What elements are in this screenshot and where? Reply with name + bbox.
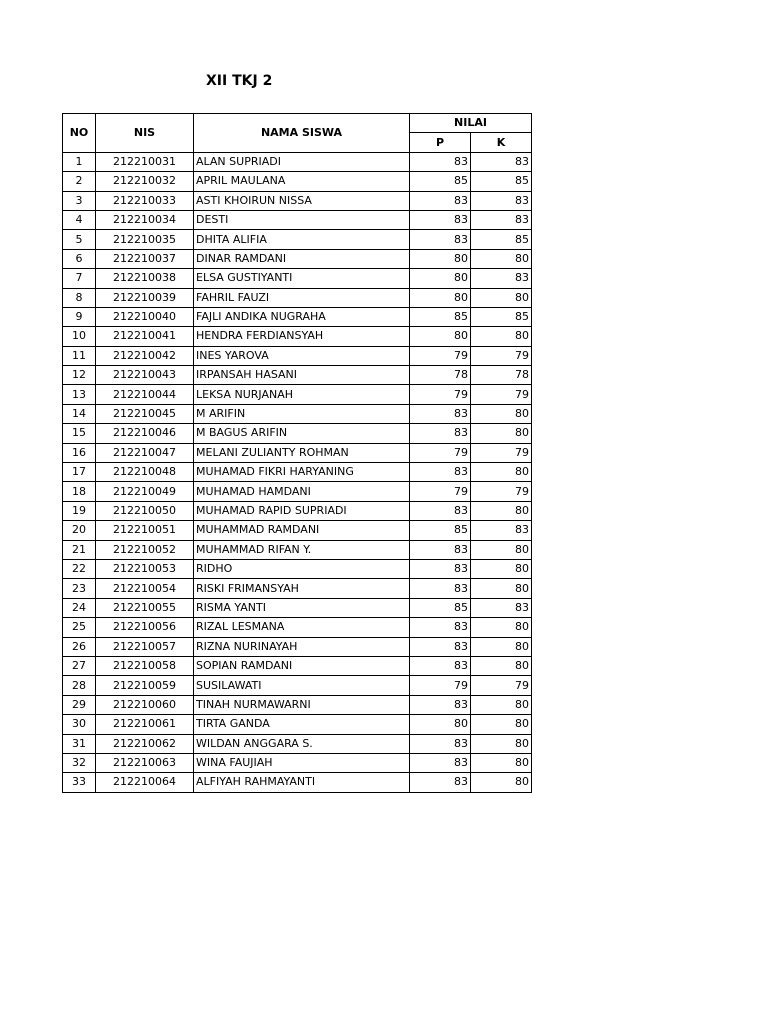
cell-k: 85 <box>471 230 532 249</box>
cell-nis: 212210052 <box>96 540 194 559</box>
cell-p: 83 <box>410 773 471 792</box>
cell-nis: 212210031 <box>96 152 194 171</box>
cell-no: 9 <box>63 307 96 326</box>
cell-k: 80 <box>471 249 532 268</box>
cell-p: 80 <box>410 715 471 734</box>
cell-name: ELSA GUSTIYANTI <box>194 269 410 288</box>
table-body <box>63 152 532 792</box>
cell-k: 80 <box>471 656 532 675</box>
cell-nis: 212210045 <box>96 404 194 423</box>
cell-no: 1 <box>63 152 96 171</box>
cell-k: 80 <box>471 773 532 792</box>
table-row <box>63 695 532 714</box>
cell-k: 80 <box>471 559 532 578</box>
cell-nis: 212210033 <box>96 191 194 210</box>
cell-name: WILDAN ANGGARA S. <box>194 734 410 753</box>
cell-nis: 212210060 <box>96 695 194 714</box>
table-row <box>63 366 532 385</box>
cell-name: RIZNA NURINAYAH <box>194 637 410 656</box>
cell-name: ALFIYAH RAHMAYANTI <box>194 773 410 792</box>
cell-p: 83 <box>410 424 471 443</box>
cell-p: 79 <box>410 346 471 365</box>
table-row <box>63 152 532 171</box>
cell-k: 80 <box>471 327 532 346</box>
cell-name: DINAR RAMDANI <box>194 249 410 268</box>
cell-nis: 212210043 <box>96 366 194 385</box>
cell-nis: 212210039 <box>96 288 194 307</box>
cell-name: TIRTA GANDA <box>194 715 410 734</box>
cell-name: IRPANSAH HASANI <box>194 366 410 385</box>
cell-no: 6 <box>63 249 96 268</box>
cell-name: RIDHO <box>194 559 410 578</box>
cell-nis: 212210047 <box>96 443 194 462</box>
table-row <box>63 404 532 423</box>
cell-no: 29 <box>63 695 96 714</box>
cell-name: M ARIFIN <box>194 404 410 423</box>
cell-nis: 212210046 <box>96 424 194 443</box>
table-row <box>63 521 532 540</box>
cell-no: 27 <box>63 656 96 675</box>
cell-p: 83 <box>410 695 471 714</box>
cell-name: INES YAROVA <box>194 346 410 365</box>
cell-p: 83 <box>410 540 471 559</box>
cell-p: 83 <box>410 501 471 520</box>
cell-p: 85 <box>410 598 471 617</box>
cell-nis: 212210050 <box>96 501 194 520</box>
cell-nis: 212210041 <box>96 327 194 346</box>
cell-k: 80 <box>471 637 532 656</box>
cell-name: MUHAMAD FIKRI HARYANING <box>194 463 410 482</box>
cell-p: 83 <box>410 656 471 675</box>
cell-name: SOPIAN RAMDANI <box>194 656 410 675</box>
cell-name: MUHAMAD HAMDANI <box>194 482 410 501</box>
cell-p: 83 <box>410 152 471 171</box>
cell-name: MUHAMMAD RAMDANI <box>194 521 410 540</box>
table-row <box>63 501 532 520</box>
cell-nis: 212210049 <box>96 482 194 501</box>
cell-nis: 212210035 <box>96 230 194 249</box>
cell-k: 80 <box>471 579 532 598</box>
cell-p: 85 <box>410 172 471 191</box>
cell-name: FAHRIL FAUZI <box>194 288 410 307</box>
cell-p: 79 <box>410 676 471 695</box>
table-row <box>63 424 532 443</box>
table-header <box>63 114 532 153</box>
cell-nis: 212210061 <box>96 715 194 734</box>
cell-k: 85 <box>471 307 532 326</box>
cell-k: 80 <box>471 288 532 307</box>
table-row <box>63 559 532 578</box>
cell-k: 79 <box>471 385 532 404</box>
cell-nis: 212210034 <box>96 210 194 229</box>
cell-k: 80 <box>471 695 532 714</box>
cell-no: 23 <box>63 579 96 598</box>
cell-nis: 212210057 <box>96 637 194 656</box>
cell-no: 14 <box>63 404 96 423</box>
cell-nis: 212210044 <box>96 385 194 404</box>
cell-p: 80 <box>410 288 471 307</box>
cell-name: RISKI FRIMANSYAH <box>194 579 410 598</box>
table-row <box>63 463 532 482</box>
table-row <box>63 753 532 772</box>
table-row <box>63 773 532 792</box>
table-row <box>63 598 532 617</box>
cell-name: MUHAMAD RAPID SUPRIADI <box>194 501 410 520</box>
table-row <box>63 172 532 191</box>
table-row <box>63 482 532 501</box>
cell-no: 3 <box>63 191 96 210</box>
cell-p: 83 <box>410 230 471 249</box>
cell-k: 80 <box>471 540 532 559</box>
cell-k: 80 <box>471 618 532 637</box>
cell-name: LEKSA NURJANAH <box>194 385 410 404</box>
cell-k: 80 <box>471 424 532 443</box>
cell-name: TINAH NURMAWARNI <box>194 695 410 714</box>
cell-k: 80 <box>471 734 532 753</box>
grades-table <box>62 113 532 793</box>
cell-no: 19 <box>63 501 96 520</box>
cell-k: 85 <box>471 172 532 191</box>
page-title: XII TKJ 2 <box>206 73 273 89</box>
cell-no: 25 <box>63 618 96 637</box>
table-row <box>63 443 532 462</box>
cell-k: 78 <box>471 366 532 385</box>
cell-k: 80 <box>471 463 532 482</box>
cell-p: 79 <box>410 482 471 501</box>
cell-k: 80 <box>471 501 532 520</box>
cell-p: 83 <box>410 637 471 656</box>
cell-no: 2 <box>63 172 96 191</box>
cell-k: 80 <box>471 753 532 772</box>
cell-no: 31 <box>63 734 96 753</box>
cell-k: 83 <box>471 210 532 229</box>
cell-no: 8 <box>63 288 96 307</box>
cell-no: 21 <box>63 540 96 559</box>
cell-nis: 212210032 <box>96 172 194 191</box>
cell-name: WINA FAUJIAH <box>194 753 410 772</box>
cell-no: 20 <box>63 521 96 540</box>
column-header-k: K <box>471 133 532 152</box>
cell-p: 83 <box>410 579 471 598</box>
cell-p: 85 <box>410 307 471 326</box>
table-row <box>63 230 532 249</box>
cell-name: FAJLI ANDIKA NUGRAHA <box>194 307 410 326</box>
cell-p: 83 <box>410 753 471 772</box>
column-header-name: NAMA SISWA <box>194 114 410 153</box>
cell-nis: 212210054 <box>96 579 194 598</box>
cell-no: 16 <box>63 443 96 462</box>
cell-k: 83 <box>471 269 532 288</box>
header-row-top <box>63 114 532 133</box>
cell-k: 83 <box>471 152 532 171</box>
cell-name: M BAGUS ARIFIN <box>194 424 410 443</box>
cell-no: 12 <box>63 366 96 385</box>
column-header-no: NO <box>63 114 96 153</box>
cell-nis: 212210042 <box>96 346 194 365</box>
cell-no: 10 <box>63 327 96 346</box>
cell-no: 5 <box>63 230 96 249</box>
cell-k: 83 <box>471 191 532 210</box>
table-row <box>63 618 532 637</box>
table-row <box>63 269 532 288</box>
cell-no: 11 <box>63 346 96 365</box>
cell-no: 7 <box>63 269 96 288</box>
cell-p: 83 <box>410 734 471 753</box>
cell-p: 83 <box>410 559 471 578</box>
cell-no: 22 <box>63 559 96 578</box>
table-row <box>63 210 532 229</box>
cell-k: 83 <box>471 598 532 617</box>
column-header-nis: NIS <box>96 114 194 153</box>
cell-p: 80 <box>410 327 471 346</box>
table-row <box>63 385 532 404</box>
cell-no: 13 <box>63 385 96 404</box>
cell-nis: 212210053 <box>96 559 194 578</box>
cell-k: 79 <box>471 346 532 365</box>
cell-name: RISMA YANTI <box>194 598 410 617</box>
cell-nis: 212210037 <box>96 249 194 268</box>
cell-no: 32 <box>63 753 96 772</box>
cell-name: ASTI KHOIRUN NISSA <box>194 191 410 210</box>
table-row <box>63 346 532 365</box>
cell-nis: 212210062 <box>96 734 194 753</box>
cell-p: 78 <box>410 366 471 385</box>
cell-name: SUSILAWATI <box>194 676 410 695</box>
cell-name: APRIL MAULANA <box>194 172 410 191</box>
cell-no: 24 <box>63 598 96 617</box>
cell-no: 18 <box>63 482 96 501</box>
cell-name: ALAN SUPRIADI <box>194 152 410 171</box>
table-row <box>63 656 532 675</box>
cell-k: 80 <box>471 715 532 734</box>
cell-p: 83 <box>410 463 471 482</box>
table-row <box>63 327 532 346</box>
cell-p: 85 <box>410 521 471 540</box>
cell-name: DESTI <box>194 210 410 229</box>
cell-p: 80 <box>410 269 471 288</box>
cell-name: DHITA ALIFIA <box>194 230 410 249</box>
cell-p: 83 <box>410 618 471 637</box>
cell-p: 80 <box>410 249 471 268</box>
cell-no: 15 <box>63 424 96 443</box>
cell-nis: 212210059 <box>96 676 194 695</box>
cell-p: 79 <box>410 385 471 404</box>
column-header-nilai: NILAI <box>410 114 532 133</box>
table-row <box>63 249 532 268</box>
cell-no: 4 <box>63 210 96 229</box>
cell-nis: 212210056 <box>96 618 194 637</box>
cell-nis: 212210038 <box>96 269 194 288</box>
cell-k: 80 <box>471 404 532 423</box>
cell-nis: 212210058 <box>96 656 194 675</box>
cell-no: 17 <box>63 463 96 482</box>
table-row <box>63 307 532 326</box>
table-row <box>63 637 532 656</box>
table-row <box>63 734 532 753</box>
table-row <box>63 191 532 210</box>
cell-nis: 212210040 <box>96 307 194 326</box>
cell-k: 79 <box>471 443 532 462</box>
cell-p: 83 <box>410 191 471 210</box>
cell-name: RIZAL LESMANA <box>194 618 410 637</box>
table-row <box>63 540 532 559</box>
cell-k: 83 <box>471 521 532 540</box>
cell-name: MELANI ZULIANTY ROHMAN <box>194 443 410 462</box>
cell-nis: 212210051 <box>96 521 194 540</box>
cell-k: 79 <box>471 482 532 501</box>
cell-nis: 212210063 <box>96 753 194 772</box>
cell-nis: 212210055 <box>96 598 194 617</box>
cell-nis: 212210048 <box>96 463 194 482</box>
table-row <box>63 288 532 307</box>
cell-name: MUHAMMAD RIFAN Y. <box>194 540 410 559</box>
cell-name: HENDRA FERDIANSYAH <box>194 327 410 346</box>
cell-no: 33 <box>63 773 96 792</box>
cell-no: 26 <box>63 637 96 656</box>
cell-nis: 212210064 <box>96 773 194 792</box>
cell-no: 28 <box>63 676 96 695</box>
cell-p: 83 <box>410 404 471 423</box>
table-row <box>63 676 532 695</box>
cell-p: 83 <box>410 210 471 229</box>
table-row <box>63 715 532 734</box>
cell-no: 30 <box>63 715 96 734</box>
cell-p: 79 <box>410 443 471 462</box>
column-header-p: P <box>410 133 471 152</box>
cell-k: 79 <box>471 676 532 695</box>
table-row <box>63 579 532 598</box>
